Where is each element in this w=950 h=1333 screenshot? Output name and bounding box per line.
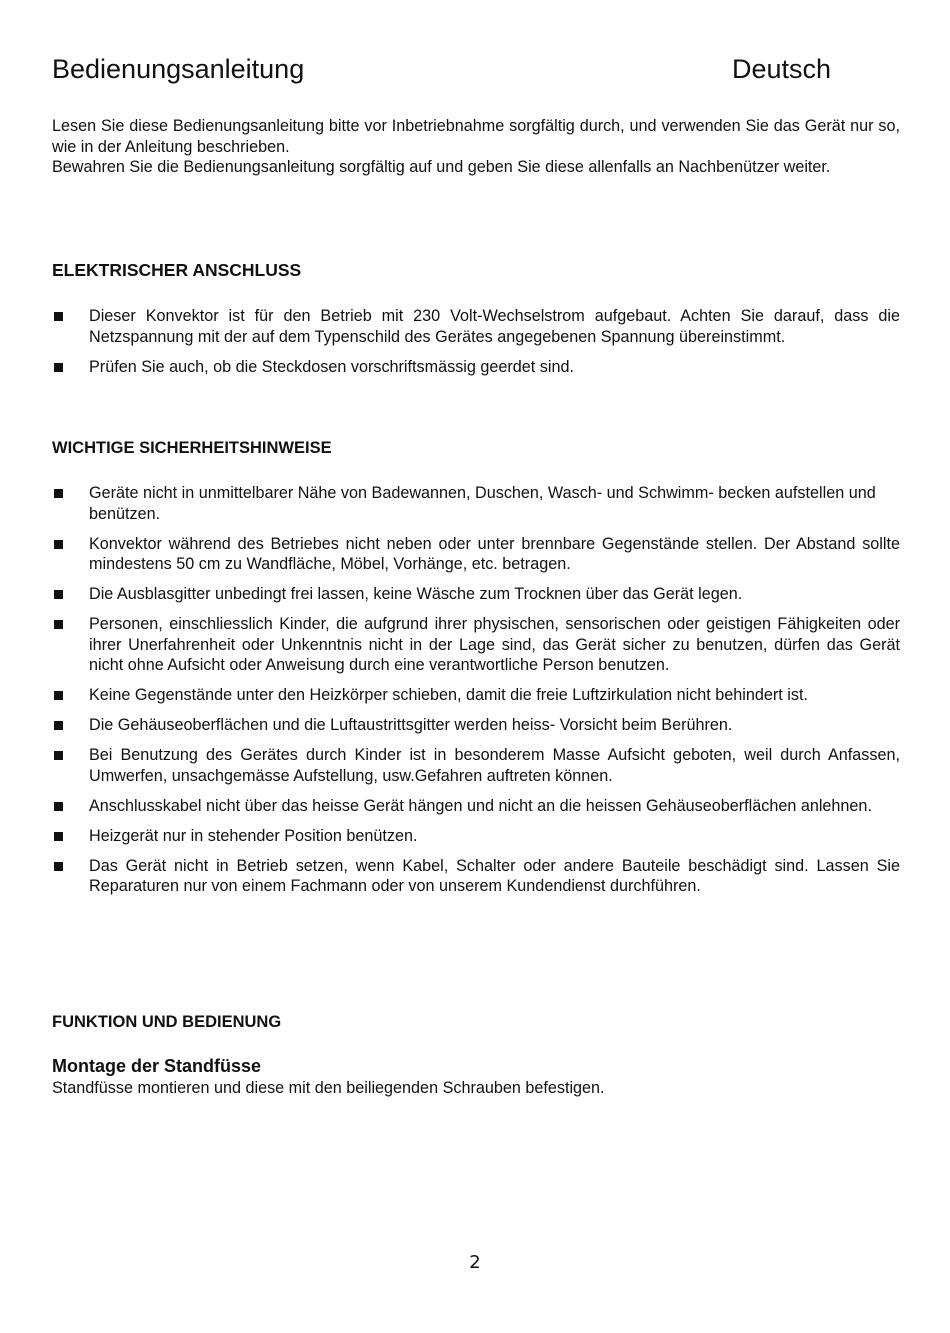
section-heading-sicherheitshinweise: WICHTIGE SICHERHEITSHINWEISE (52, 439, 332, 457)
square-bullet-icon (54, 832, 63, 841)
list-item (52, 357, 900, 378)
page-number: 2 (469, 1252, 481, 1273)
square-bullet-icon (54, 691, 63, 700)
list-item (52, 614, 900, 676)
list-item-text: Die Ausblasgitter unbedingt frei lassen, keine Wäsche zum Trocknen über das Gerät legen. (89, 585, 743, 603)
square-bullet-icon (54, 721, 63, 730)
list-item-text: Dieser Konvektor ist für den Betrieb mit 230 Volt-Wechselstrom aufgebaut. Achten Sie darauf, dass die Netzspannung mit der auf dem Typenschild des Gerätes angegebenen Spannung übereinstimmt. (89, 307, 900, 346)
list-item-text: Das Gerät nicht in Betrieb setzen, wenn Kabel, Schalter oder andere Bauteile beschädigt sind. Lassen Sie Reparaturen nur von einem Fachmann oder von unserem Kundendienst durchführen. (89, 856, 900, 895)
page-header (52, 52, 900, 88)
square-bullet-icon (54, 489, 63, 498)
list-item-text: Keine Gegenstände unter den Heizkörper schieben, damit die freie Luftzirkulation nicht behindert ist. (89, 686, 808, 704)
section-heading-elektrischer-anschluss: ELEKTRISCHER ANSCHLUSS (52, 260, 302, 280)
list-item (52, 826, 900, 847)
list-item (52, 584, 900, 605)
document-title: Bedienungsanleitung (52, 54, 305, 84)
list-item (52, 685, 900, 706)
list-item-text: Anschlusskabel nicht über das heisse Gerät hängen und nicht an die heissen Gehäuseoberflächen anlehnen. (89, 796, 872, 815)
list-item-text: Die Gehäuseoberflächen und die Luftaustrittsgitter werden heiss- Vorsicht beim Berühren. (89, 716, 733, 734)
list-item (52, 483, 900, 524)
square-bullet-icon (54, 862, 63, 871)
square-bullet-icon (54, 590, 63, 599)
list-item (52, 715, 900, 736)
list-item-text: Bei Benutzung des Gerätes durch Kinder ist in besonderem Masse Aufsicht geboten, weil durch Anfassen, Umwerfen, unsachgemässe Aufstellung, usw.Gefahren auftreten können. (89, 746, 900, 785)
list-item-text: Personen, einschliesslich Kinder, die aufgrund ihrer physischen, sensorischen oder geistigen Fähigkeiten oder ihrer Unerfahrenheit oder Unkenntnis nicht in der Lage sind, das Gerät sicher zu benutzen, dürfen das Gerät nicht ohne Aufsicht oder Anweisung durch eine verantwortliche Person benutzen. (89, 615, 900, 674)
list-item (52, 796, 900, 817)
list-item (52, 856, 900, 897)
list-item-text: Prüfen Sie auch, ob die Steckdosen vorschriftsmässig geerdet sind. (89, 357, 574, 376)
square-bullet-icon (54, 620, 63, 629)
intro-paragraph: Lesen Sie diese Bedienungsanleitung bitte vor Inbetriebnahme sorgfältig durch, und verwenden Sie das Gerät nur so, wie in der Anleitung beschrieben. (52, 117, 900, 156)
list-item-text: Heizgerät nur in stehender Position benützen. (89, 826, 418, 845)
montage-instructions: Standfüsse montieren und diese mit den beiliegenden Schrauben befestigen. (52, 1079, 605, 1097)
square-bullet-icon (54, 751, 63, 760)
safety-instructions-list (52, 483, 900, 906)
list-item (52, 534, 900, 575)
subheading-montage-standfuesse: Montage der Standfüsse (52, 1056, 262, 1076)
list-item (52, 306, 900, 347)
square-bullet-icon (54, 363, 63, 372)
square-bullet-icon (54, 802, 63, 811)
language-label: Deutsch (732, 54, 832, 84)
section-heading-funktion-und-bedienung: FUNKTION UND BEDIENUNG (52, 1013, 282, 1031)
intro-text (52, 116, 900, 178)
electrical-connection-list (52, 306, 900, 387)
intro-paragraph: Bewahren Sie die Bedienungsanleitung sorgfältig auf und geben Sie diese allenfalls an Nachbenützer weiter. (52, 158, 831, 176)
list-item-text: Konvektor während des Betriebes nicht neben oder unter brennbare Gegenstände stellen. Der Abstand sollte mindestens 50 cm zu Wandfläche, Möbel, Vorhänge, etc. betragen. (89, 534, 900, 573)
square-bullet-icon (54, 540, 63, 549)
list-item (52, 745, 900, 786)
list-item-text: Geräte nicht in unmittelbarer Nähe von Badewannen, Duschen, Wasch- und Schwimm- becken aufstellen und benützen. (89, 484, 876, 523)
square-bullet-icon (54, 312, 63, 321)
